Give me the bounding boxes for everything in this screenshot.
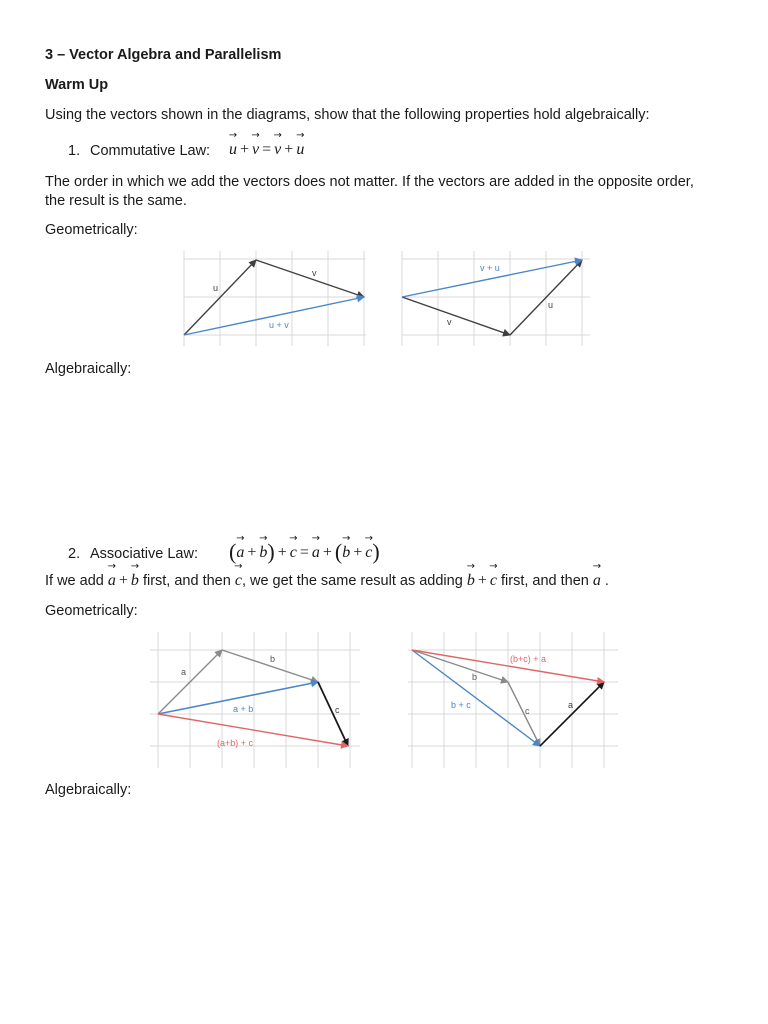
algebraically-label-2: Algebraically: xyxy=(45,782,132,798)
desc-text: , we get the same result as adding xyxy=(241,573,463,589)
label-a: a xyxy=(181,667,187,677)
vector-b-arrow-right xyxy=(412,650,508,682)
vector-v-arrow-right xyxy=(402,297,510,335)
vector-v: → v xyxy=(274,141,281,159)
vector-b: → b xyxy=(259,544,267,562)
vector-u: → u xyxy=(296,141,304,159)
desc-text: first, and then xyxy=(142,573,231,589)
item-1-number: 1. xyxy=(68,143,81,159)
vector-b: → b xyxy=(467,572,475,590)
associative-law-label: Associative Law: xyxy=(90,546,198,562)
label-ab-plus-c: (a+b) + c xyxy=(217,738,254,748)
plus-sign: + xyxy=(284,141,294,158)
label-v-right: v xyxy=(447,317,452,327)
plus-sign: + xyxy=(322,544,332,561)
label-u-plus-v: u + v xyxy=(269,320,289,330)
label-u: u xyxy=(213,283,219,293)
label-b: b xyxy=(270,654,276,664)
desc-text: If we add xyxy=(45,573,104,589)
label-b-plus-c: b + c xyxy=(451,700,471,710)
desc-text: first, and then xyxy=(501,573,589,589)
vector-c: → c xyxy=(235,572,242,590)
section-title: 3 – Vector Algebra and Parallelism xyxy=(45,47,282,63)
plus-sign: + xyxy=(277,544,287,561)
plus-sign: + xyxy=(477,572,487,589)
grid-left-2 xyxy=(150,632,360,768)
commutative-law-equation xyxy=(229,141,304,159)
plus-sign: + xyxy=(118,572,128,589)
vector-c: → c xyxy=(365,544,372,562)
geometrically-label-1: Geometrically: xyxy=(45,222,138,238)
plus-sign: + xyxy=(247,544,257,561)
label-c: c xyxy=(335,705,340,715)
plus-sign: + xyxy=(353,544,363,561)
intro-text: Using the vectors shown in the diagrams, show that the following properties hold algebraically: xyxy=(45,107,650,123)
algebraically-label-1: Algebraically: xyxy=(45,361,132,377)
vector-b: → b xyxy=(131,572,139,590)
vector-a: → a xyxy=(108,572,116,590)
vector-a: → a xyxy=(236,544,244,562)
equals-sign: = xyxy=(262,141,272,158)
geometrically-label-2: Geometrically: xyxy=(45,603,138,619)
warm-up-heading: Warm Up xyxy=(45,77,109,93)
equals-sign: = xyxy=(299,544,309,561)
grid-left xyxy=(184,251,366,346)
associative-description xyxy=(45,572,609,590)
label-bc-plus-a: (b+c) + a xyxy=(510,654,547,664)
desc-text: . xyxy=(604,573,609,589)
associative-diagram xyxy=(150,632,620,768)
plus-sign: + xyxy=(240,141,250,158)
label-v: v xyxy=(312,268,317,278)
commutative-description-line-1: The order in which we add the vectors does not matter. If the vectors are added in the opposite order, xyxy=(45,174,694,190)
vector-c: → c xyxy=(490,572,497,590)
label-b-right: b xyxy=(472,672,478,682)
commutative-diagram xyxy=(176,251,592,346)
associative-law-equation: (→ a +→ b) +→ c =→ a + (→ b +→ c) xyxy=(229,539,380,565)
label-u-right: u xyxy=(548,300,554,310)
vector-v-arrow xyxy=(256,260,364,297)
label-c-right: c xyxy=(525,706,530,716)
vector-a: → a xyxy=(312,544,320,562)
item-2-number: 2. xyxy=(68,546,81,562)
vector-a: → a xyxy=(593,572,601,590)
commutative-description-line-2: the result is the same. xyxy=(45,193,187,209)
vector-u: → u xyxy=(229,141,237,159)
commutative-law-label: Commutative Law: xyxy=(90,143,211,159)
vector-c: → c xyxy=(290,544,297,562)
vector-v: → v xyxy=(252,141,259,159)
label-v-plus-u: v + u xyxy=(480,263,500,273)
label-a-plus-b: a + b xyxy=(233,704,254,714)
label-a-right: a xyxy=(568,700,574,710)
vector-b: → b xyxy=(342,544,350,562)
